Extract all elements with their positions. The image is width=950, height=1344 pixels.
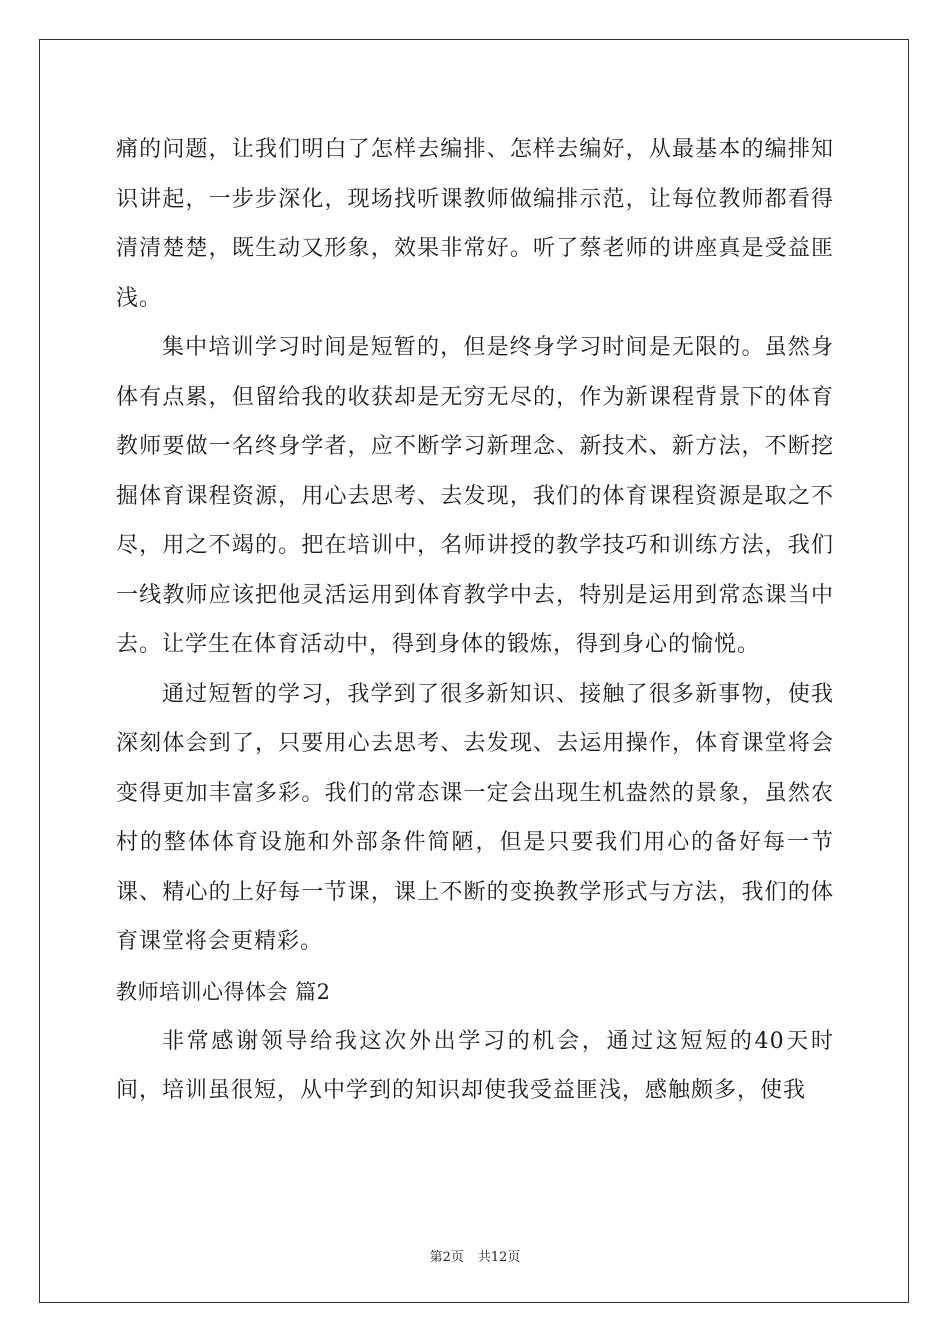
page-number: 第2页 bbox=[429, 1250, 464, 1265]
page-total: 共12页 bbox=[477, 1250, 521, 1265]
section-paragraph: 非常感谢领导给我这次外出学习的机会，通过这短短的40天时间，培训虽很短，从中学到的知识却使我受益匪浅，感触颇多，使我 bbox=[116, 1028, 834, 1103]
page-footer bbox=[0, 1246, 950, 1265]
paragraph-1: 痛的问题，让我们明白了怎样去编排、怎样去编好，从最基本的编排知识讲起，一步步深化，现场找听课教师做编排示范，让每位教师都看得清清楚楚，既生动又形象，效果非常好。听了蔡老师的讲座真是受益匪浅。 bbox=[116, 137, 834, 311]
paragraph-3: 通过短暂的学习，我学到了很多新知识、接触了很多新事物，使我深刻体会到了，只要用心去思考、去发现、去运用操作，体育课堂将会变得更加丰富多彩。我们的常态课一定会出现生机盎然的景象，虽然农村的整体体育设施和外部条件简陋，但是只要我们用心的备好每一节课、精心的上好每一节课，课上不断的变换教学形式与方法，我们的体育课堂将会更精彩。 bbox=[116, 681, 834, 954]
document-body bbox=[116, 125, 834, 1116]
section-heading: 教师培训心得体会 篇2 bbox=[116, 979, 331, 1004]
paragraph-2: 集中培训学习时间是短暂的，但是终身学习时间是无限的。虽然身体有点累，但留给我的收获却是无穷无尽的，作为新课程背景下的体育教师要做一名终身学者，应不断学习新理念、新技术、新方法，不断挖掘体育课程资源，用心去思考、去发现，我们的体育课程资源是取之不尽，用之不竭的。把在培训中，名师讲授的教学技巧和训练方法，我们一线教师应该把他灵活运用到体育教学中去，特别是运用到常态课当中去。让学生在体育活动中，得到身体的锻炼，得到身心的愉悦。 bbox=[116, 335, 834, 657]
